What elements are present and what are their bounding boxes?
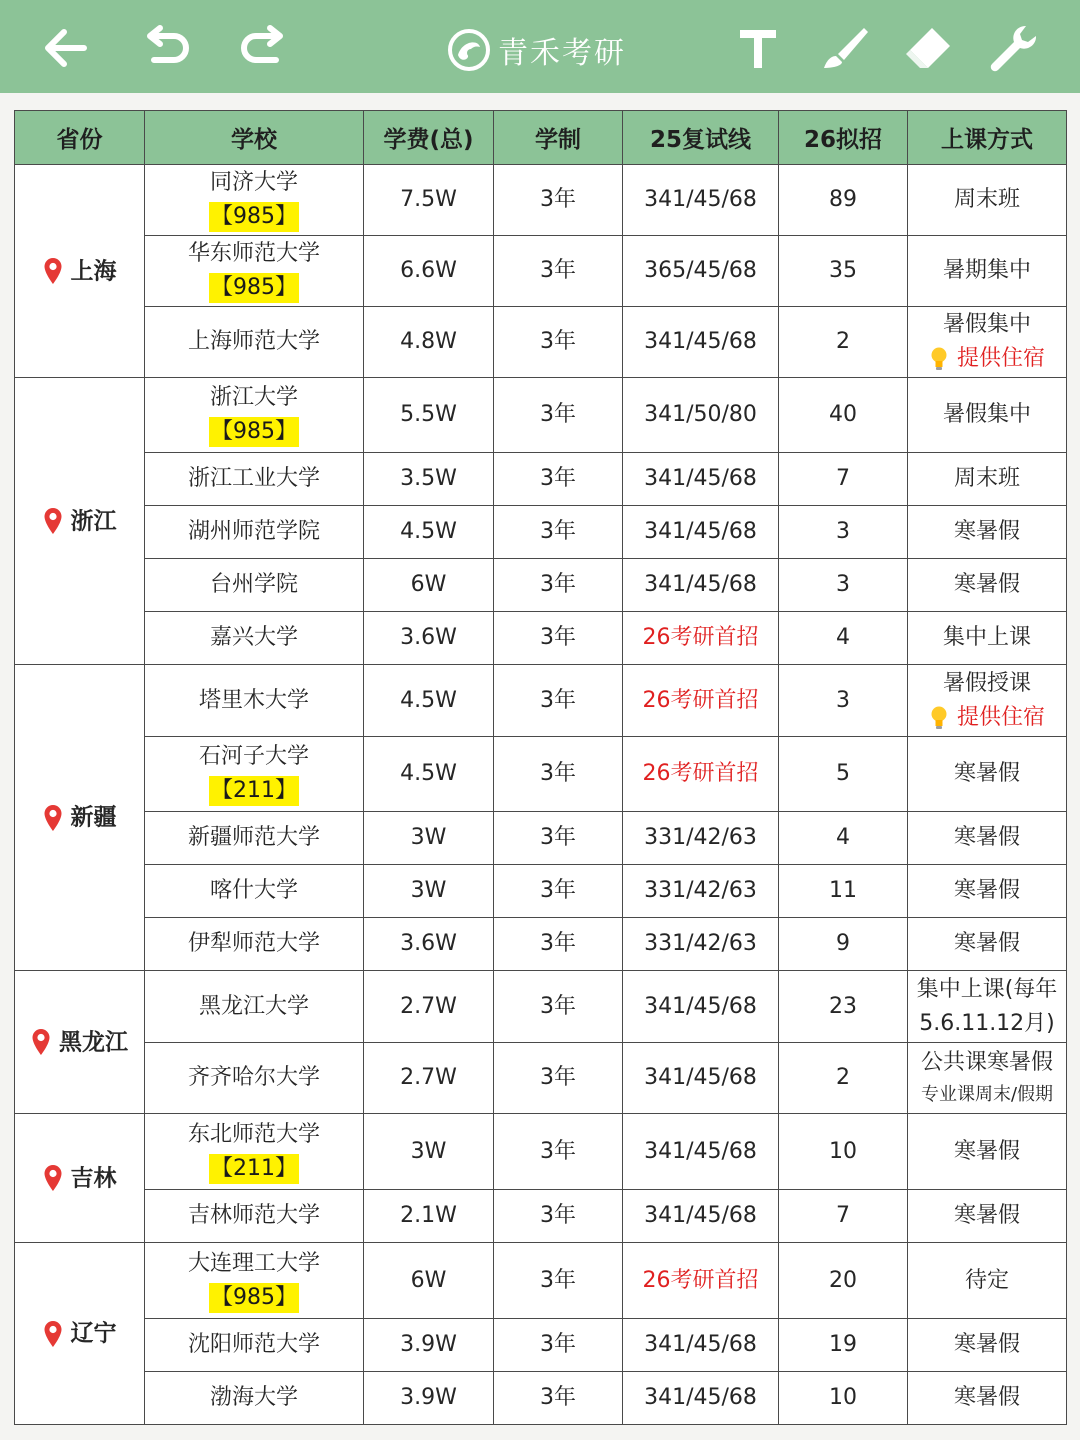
location-pin-icon bbox=[43, 1164, 63, 1192]
fee-cell: 2.7W bbox=[364, 1043, 494, 1114]
table-row bbox=[15, 1114, 1067, 1190]
school-cell: 新疆师范大学 bbox=[145, 812, 364, 865]
arrow-left-icon[interactable] bbox=[40, 22, 92, 74]
years-cell: 3年 bbox=[494, 1319, 623, 1372]
header-fee: 学费(总) bbox=[364, 111, 494, 165]
years-cell: 3年 bbox=[494, 971, 623, 1043]
province-name: 黑龙江 bbox=[59, 1029, 128, 1056]
fee-cell: 6W bbox=[364, 559, 494, 612]
quota-cell: 7 bbox=[779, 1190, 908, 1243]
location-pin-icon bbox=[43, 804, 63, 832]
header-quota: 26拟招 bbox=[779, 111, 908, 165]
mode-text: 暑假授课 bbox=[942, 670, 1031, 696]
school-tag: 【985】 bbox=[209, 202, 299, 232]
school-name: 东北师范大学 bbox=[187, 1121, 320, 1147]
table-row bbox=[15, 865, 1067, 918]
province-cell bbox=[15, 378, 145, 665]
table-row bbox=[15, 165, 1067, 236]
school-cell: 喀什大学 bbox=[145, 865, 364, 918]
text-tool-icon[interactable] bbox=[732, 22, 784, 74]
years-cell: 3年 bbox=[494, 378, 623, 453]
table-row bbox=[15, 559, 1067, 612]
school-name: 同济大学 bbox=[209, 170, 298, 195]
school-cell: 浙江工业大学 bbox=[145, 453, 364, 506]
mode-cell: 周末班 bbox=[908, 453, 1067, 506]
line-cell: 341/45/68 bbox=[623, 1114, 779, 1190]
line-cell: 341/45/68 bbox=[623, 1190, 779, 1243]
fee-cell: 4.8W bbox=[364, 307, 494, 378]
school-cell: 吉林师范大学 bbox=[145, 1190, 364, 1243]
line-cell: 26考研首招 bbox=[623, 612, 779, 665]
school-name: 大连理工大学 bbox=[187, 1250, 320, 1276]
table-header-row bbox=[15, 111, 1067, 165]
fee-cell: 3.6W bbox=[364, 612, 494, 665]
mode-cell: 暑假集中 bbox=[908, 378, 1067, 453]
undo-icon[interactable] bbox=[140, 22, 192, 74]
mode-text: 公共课寒暑假 bbox=[920, 1050, 1053, 1075]
quota-cell: 3 bbox=[779, 559, 908, 612]
top-toolbar bbox=[0, 0, 1080, 93]
line-cell: 341/45/68 bbox=[623, 1043, 779, 1114]
school-name: 华东师范大学 bbox=[187, 241, 320, 266]
years-cell: 3年 bbox=[494, 865, 623, 918]
years-cell: 3年 bbox=[494, 1043, 623, 1114]
school-cell: 沈阳师范大学 bbox=[145, 1319, 364, 1372]
school-tag: 【211】 bbox=[209, 1154, 299, 1184]
school-tag: 【985】 bbox=[209, 417, 299, 447]
fee-cell: 3W bbox=[364, 1114, 494, 1190]
years-cell: 3年 bbox=[494, 453, 623, 506]
mode-cell: 寒暑假 bbox=[908, 918, 1067, 971]
fee-cell: 4.5W bbox=[364, 506, 494, 559]
table-row bbox=[15, 971, 1067, 1043]
brand-name: 青禾考研 bbox=[498, 36, 626, 71]
school-cell: 齐齐哈尔大学 bbox=[145, 1043, 364, 1114]
mode-text: 集中上课(每年 bbox=[916, 976, 1058, 1002]
fee-cell: 4.5W bbox=[364, 665, 494, 737]
province-cell bbox=[15, 1243, 145, 1425]
mode-cell: 暑期集中 bbox=[908, 236, 1067, 307]
mode-cell: 待定 bbox=[908, 1243, 1067, 1319]
school-name: 浙江大学 bbox=[209, 385, 298, 410]
line-cell: 341/50/80 bbox=[623, 378, 779, 453]
table-row bbox=[15, 918, 1067, 971]
school-tag: 【985】 bbox=[209, 1283, 299, 1313]
line-cell: 341/45/68 bbox=[623, 559, 779, 612]
location-pin-icon bbox=[43, 507, 63, 535]
line-cell: 26考研首招 bbox=[623, 665, 779, 737]
province-name: 浙江 bbox=[70, 508, 117, 535]
mode-cell bbox=[908, 307, 1067, 378]
mode-cell: 寒暑假 bbox=[908, 1190, 1067, 1243]
quota-cell: 23 bbox=[779, 971, 908, 1043]
fee-cell: 7.5W bbox=[364, 165, 494, 236]
schools-table bbox=[14, 110, 1067, 1425]
school-tag: 【985】 bbox=[209, 273, 299, 303]
mode-text-small: 专业课周末/假期 bbox=[920, 1084, 1054, 1105]
fee-cell: 6.6W bbox=[364, 236, 494, 307]
school-cell: 嘉兴大学 bbox=[145, 612, 364, 665]
location-pin-icon bbox=[43, 1320, 63, 1348]
years-cell: 3年 bbox=[494, 918, 623, 971]
wrench-icon[interactable] bbox=[986, 22, 1038, 74]
redo-icon[interactable] bbox=[238, 22, 290, 74]
province-cell bbox=[15, 1114, 145, 1243]
school-cell bbox=[145, 165, 364, 236]
years-cell: 3年 bbox=[494, 1372, 623, 1425]
quota-cell: 89 bbox=[779, 165, 908, 236]
years-cell: 3年 bbox=[494, 612, 623, 665]
years-cell: 3年 bbox=[494, 665, 623, 737]
years-cell: 3年 bbox=[494, 812, 623, 865]
school-cell bbox=[145, 737, 364, 812]
quota-cell: 35 bbox=[779, 236, 908, 307]
table-row bbox=[15, 1190, 1067, 1243]
brand-logo-icon bbox=[446, 27, 492, 73]
quota-cell: 5 bbox=[779, 737, 908, 812]
fee-cell: 3W bbox=[364, 812, 494, 865]
header-retest-line: 25复试线 bbox=[623, 111, 779, 165]
mode-cell: 寒暑假 bbox=[908, 865, 1067, 918]
school-cell bbox=[145, 378, 364, 453]
years-cell: 3年 bbox=[494, 236, 623, 307]
location-pin-icon bbox=[43, 257, 63, 285]
mode-cell bbox=[908, 665, 1067, 737]
quota-cell: 10 bbox=[779, 1114, 908, 1190]
lightbulb-icon bbox=[929, 705, 949, 731]
mode-cell bbox=[908, 971, 1067, 1043]
location-pin-icon bbox=[31, 1028, 51, 1056]
years-cell: 3年 bbox=[494, 737, 623, 812]
table-row bbox=[15, 506, 1067, 559]
line-cell: 341/45/68 bbox=[623, 971, 779, 1043]
header-school: 学校 bbox=[145, 111, 364, 165]
school-cell: 渤海大学 bbox=[145, 1372, 364, 1425]
header-years: 学制 bbox=[494, 111, 623, 165]
line-cell: 341/45/68 bbox=[623, 506, 779, 559]
mode-cell bbox=[908, 1043, 1067, 1114]
years-cell: 3年 bbox=[494, 165, 623, 236]
table-row bbox=[15, 737, 1067, 812]
province-cell bbox=[15, 971, 145, 1114]
quota-cell: 11 bbox=[779, 865, 908, 918]
mode-cell: 寒暑假 bbox=[908, 737, 1067, 812]
table-row bbox=[15, 453, 1067, 506]
school-cell: 台州学院 bbox=[145, 559, 364, 612]
province-name: 上海 bbox=[70, 258, 117, 285]
mode-cell: 寒暑假 bbox=[908, 812, 1067, 865]
header-province: 省份 bbox=[15, 111, 145, 165]
school-cell: 上海师范大学 bbox=[145, 307, 364, 378]
line-cell: 331/42/63 bbox=[623, 865, 779, 918]
school-cell: 湖州师范学院 bbox=[145, 506, 364, 559]
fee-cell: 2.1W bbox=[364, 1190, 494, 1243]
quota-cell: 2 bbox=[779, 307, 908, 378]
years-cell: 3年 bbox=[494, 1190, 623, 1243]
table-row bbox=[15, 378, 1067, 453]
fee-cell: 3.9W bbox=[364, 1319, 494, 1372]
school-tag: 【211】 bbox=[209, 776, 299, 806]
mode-cell: 寒暑假 bbox=[908, 1114, 1067, 1190]
line-cell: 331/42/63 bbox=[623, 812, 779, 865]
quota-cell: 7 bbox=[779, 453, 908, 506]
line-cell: 341/45/68 bbox=[623, 165, 779, 236]
fee-cell: 4.5W bbox=[364, 737, 494, 812]
accommodation-note: 提供住宿 bbox=[956, 346, 1045, 371]
line-cell: 331/42/63 bbox=[623, 918, 779, 971]
table-row bbox=[15, 665, 1067, 737]
table-row bbox=[15, 812, 1067, 865]
accommodation-note: 提供住宿 bbox=[956, 704, 1045, 730]
quota-cell: 3 bbox=[779, 665, 908, 737]
line-cell: 341/45/68 bbox=[623, 307, 779, 378]
fee-cell: 3.5W bbox=[364, 453, 494, 506]
mode-cell: 寒暑假 bbox=[908, 1372, 1067, 1425]
school-cell: 黑龙江大学 bbox=[145, 971, 364, 1043]
brand bbox=[446, 26, 626, 74]
school-cell bbox=[145, 1114, 364, 1190]
mode-text: 暑假集中 bbox=[942, 312, 1031, 337]
fee-cell: 3.6W bbox=[364, 918, 494, 971]
table-row bbox=[15, 1372, 1067, 1425]
mode-cell: 寒暑假 bbox=[908, 1319, 1067, 1372]
schools-table-wrapper bbox=[14, 110, 1066, 1425]
fee-cell: 6W bbox=[364, 1243, 494, 1319]
table-row bbox=[15, 612, 1067, 665]
quota-cell: 40 bbox=[779, 378, 908, 453]
school-cell: 塔里木大学 bbox=[145, 665, 364, 737]
quota-cell: 10 bbox=[779, 1372, 908, 1425]
table-row bbox=[15, 1043, 1067, 1114]
table-row bbox=[15, 236, 1067, 307]
province-name: 吉林 bbox=[70, 1165, 117, 1192]
line-cell: 341/45/68 bbox=[623, 1319, 779, 1372]
quota-cell: 9 bbox=[779, 918, 908, 971]
mode-text-line2: 5.6.11.12月) bbox=[919, 1010, 1055, 1036]
quota-cell: 3 bbox=[779, 506, 908, 559]
mode-cell: 寒暑假 bbox=[908, 506, 1067, 559]
school-cell: 伊犁师范大学 bbox=[145, 918, 364, 971]
quota-cell: 20 bbox=[779, 1243, 908, 1319]
table-row bbox=[15, 307, 1067, 378]
province-cell bbox=[15, 165, 145, 378]
header-mode: 上课方式 bbox=[908, 111, 1067, 165]
school-cell bbox=[145, 1243, 364, 1319]
table-row bbox=[15, 1243, 1067, 1319]
fee-cell: 3W bbox=[364, 865, 494, 918]
quota-cell: 2 bbox=[779, 1043, 908, 1114]
quota-cell: 4 bbox=[779, 612, 908, 665]
eraser-icon[interactable] bbox=[902, 22, 954, 74]
fee-cell: 3.9W bbox=[364, 1372, 494, 1425]
brush-icon[interactable] bbox=[818, 22, 870, 74]
years-cell: 3年 bbox=[494, 307, 623, 378]
mode-cell: 周末班 bbox=[908, 165, 1067, 236]
line-cell: 341/45/68 bbox=[623, 1372, 779, 1425]
quota-cell: 4 bbox=[779, 812, 908, 865]
line-cell: 26考研首招 bbox=[623, 737, 779, 812]
province-name: 新疆 bbox=[70, 804, 117, 831]
mode-cell: 集中上课 bbox=[908, 612, 1067, 665]
years-cell: 3年 bbox=[494, 1243, 623, 1319]
mode-cell: 寒暑假 bbox=[908, 559, 1067, 612]
lightbulb-icon bbox=[929, 346, 949, 372]
years-cell: 3年 bbox=[494, 559, 623, 612]
years-cell: 3年 bbox=[494, 506, 623, 559]
school-cell bbox=[145, 236, 364, 307]
line-cell: 341/45/68 bbox=[623, 453, 779, 506]
years-cell: 3年 bbox=[494, 1114, 623, 1190]
table-row bbox=[15, 1319, 1067, 1372]
fee-cell: 5.5W bbox=[364, 378, 494, 453]
province-name: 辽宁 bbox=[70, 1320, 117, 1347]
line-cell: 26考研首招 bbox=[623, 1243, 779, 1319]
school-name: 石河子大学 bbox=[198, 744, 309, 769]
quota-cell: 19 bbox=[779, 1319, 908, 1372]
line-cell: 365/45/68 bbox=[623, 236, 779, 307]
fee-cell: 2.7W bbox=[364, 971, 494, 1043]
province-cell bbox=[15, 665, 145, 971]
